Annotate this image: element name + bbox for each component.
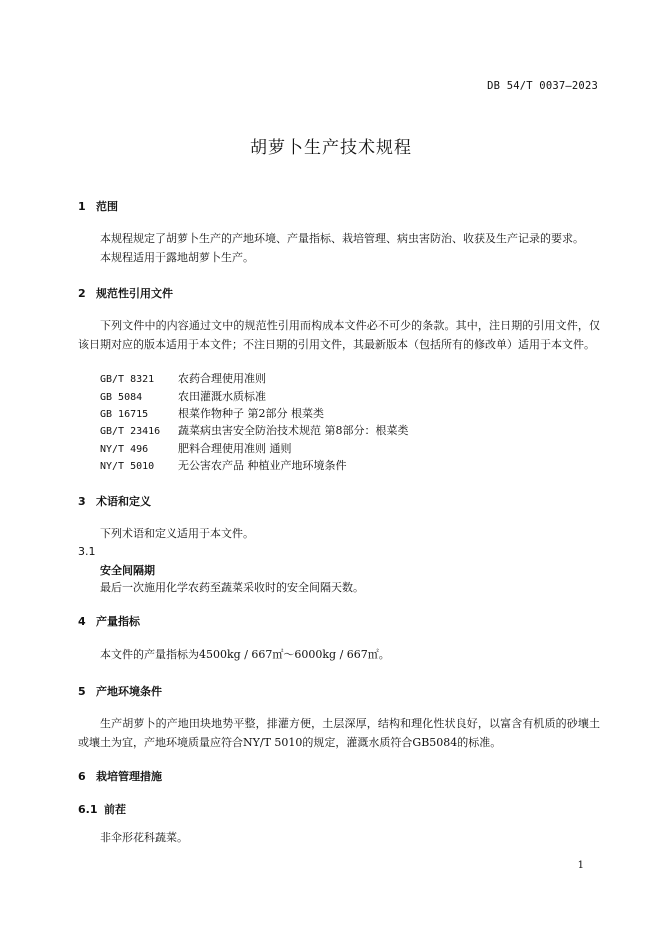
reference-item xyxy=(100,440,292,456)
reference-item xyxy=(100,422,409,438)
reference-name: 肥料合理使用准则 通则 xyxy=(178,442,292,455)
subsection-title: 前茬 xyxy=(104,803,126,816)
section-title: 栽培管理措施 xyxy=(96,770,162,783)
section-number: 6 xyxy=(78,770,86,783)
reference-name: 农药合理使用准则 xyxy=(178,372,266,385)
subsection-6-1-paragraph: 非伞形花科蔬菜。 xyxy=(100,831,188,844)
reference-name: 无公害农产品 种植业产地环境条件 xyxy=(178,459,347,472)
section-title: 术语和定义 xyxy=(96,495,151,508)
section-number: 2 xyxy=(78,287,86,300)
section-5-paragraph: 生产胡萝卜的产地田块地势平整，排灌方便，土层深厚，结构和理化性状良好，以富含有机质的砂壤土或壤土为宜，产地环境质量应符合NY/T 5010的规定，灌溉水质符合GB5084的标准。 xyxy=(78,717,600,749)
section-number: 3 xyxy=(78,495,86,508)
term-name: 安全间隔期 xyxy=(100,564,155,577)
section-title: 产地环境条件 xyxy=(96,685,162,698)
reference-item xyxy=(100,405,324,421)
reference-item xyxy=(100,370,266,386)
reference-code: GB/T 8321 xyxy=(100,374,155,385)
reference-name: 农田灌溉水质标准 xyxy=(178,390,266,403)
section-number: 1 xyxy=(78,200,86,213)
section-4-paragraph: 本文件的产量指标为4500kg / 667㎡～6000kg / 667㎡。 xyxy=(100,648,390,661)
reference-name: 根菜作物种子 第2部分 根菜类 xyxy=(178,407,324,420)
section-number: 5 xyxy=(78,685,86,698)
subsection-6-1-heading xyxy=(78,801,126,817)
page-number: 1 xyxy=(577,860,584,871)
reference-item xyxy=(100,388,266,404)
section-title: 规范性引用文件 xyxy=(96,287,173,300)
section-5-heading xyxy=(78,683,162,699)
section-2-heading xyxy=(78,285,173,301)
section-1-paragraph: 本规程适用于露地胡萝卜生产。 xyxy=(100,251,254,264)
standard-code: DB 54/T 0037—2023 xyxy=(487,80,598,92)
section-4-heading xyxy=(78,613,140,629)
reference-code: GB 5084 xyxy=(100,392,143,403)
section-2-intro: 下列文件中的内容通过文中的规范性引用而构成本文件必不可少的条款。其中，注日期的引用文件，仅该日期对应的版本适用于本文件；不注日期的引用文件，其最新版本（包括所有的修改单）适用于本文件。 xyxy=(78,319,600,351)
term-number: 3.1 xyxy=(78,545,96,558)
section-title: 范围 xyxy=(96,200,118,213)
section-6-heading xyxy=(78,768,162,784)
reference-item xyxy=(100,457,347,473)
reference-code: NY/T 5010 xyxy=(100,461,155,472)
section-1-paragraph: 本规程规定了胡萝卜生产的产地环境、产量指标、栽培管理、病虫害防治、收获及生产记录的要求。 xyxy=(100,232,584,245)
section-title: 产量指标 xyxy=(96,615,140,628)
subsection-number: 6.1 xyxy=(78,803,98,816)
reference-code: GB/T 23416 xyxy=(100,426,161,437)
term-definition: 最后一次施用化学农药至蔬菜采收时的安全间隔天数。 xyxy=(100,581,364,594)
reference-code: NY/T 496 xyxy=(100,444,149,455)
section-3-heading xyxy=(78,493,151,509)
section-number: 4 xyxy=(78,615,86,628)
reference-code: GB 16715 xyxy=(100,409,149,420)
reference-name: 蔬菜病虫害安全防治技术规范 第8部分：根菜类 xyxy=(178,424,409,437)
document-title: 胡萝卜生产技术规程 xyxy=(250,138,412,158)
section-1-heading xyxy=(78,198,118,214)
section-3-intro: 下列术语和定义适用于本文件。 xyxy=(100,527,254,540)
